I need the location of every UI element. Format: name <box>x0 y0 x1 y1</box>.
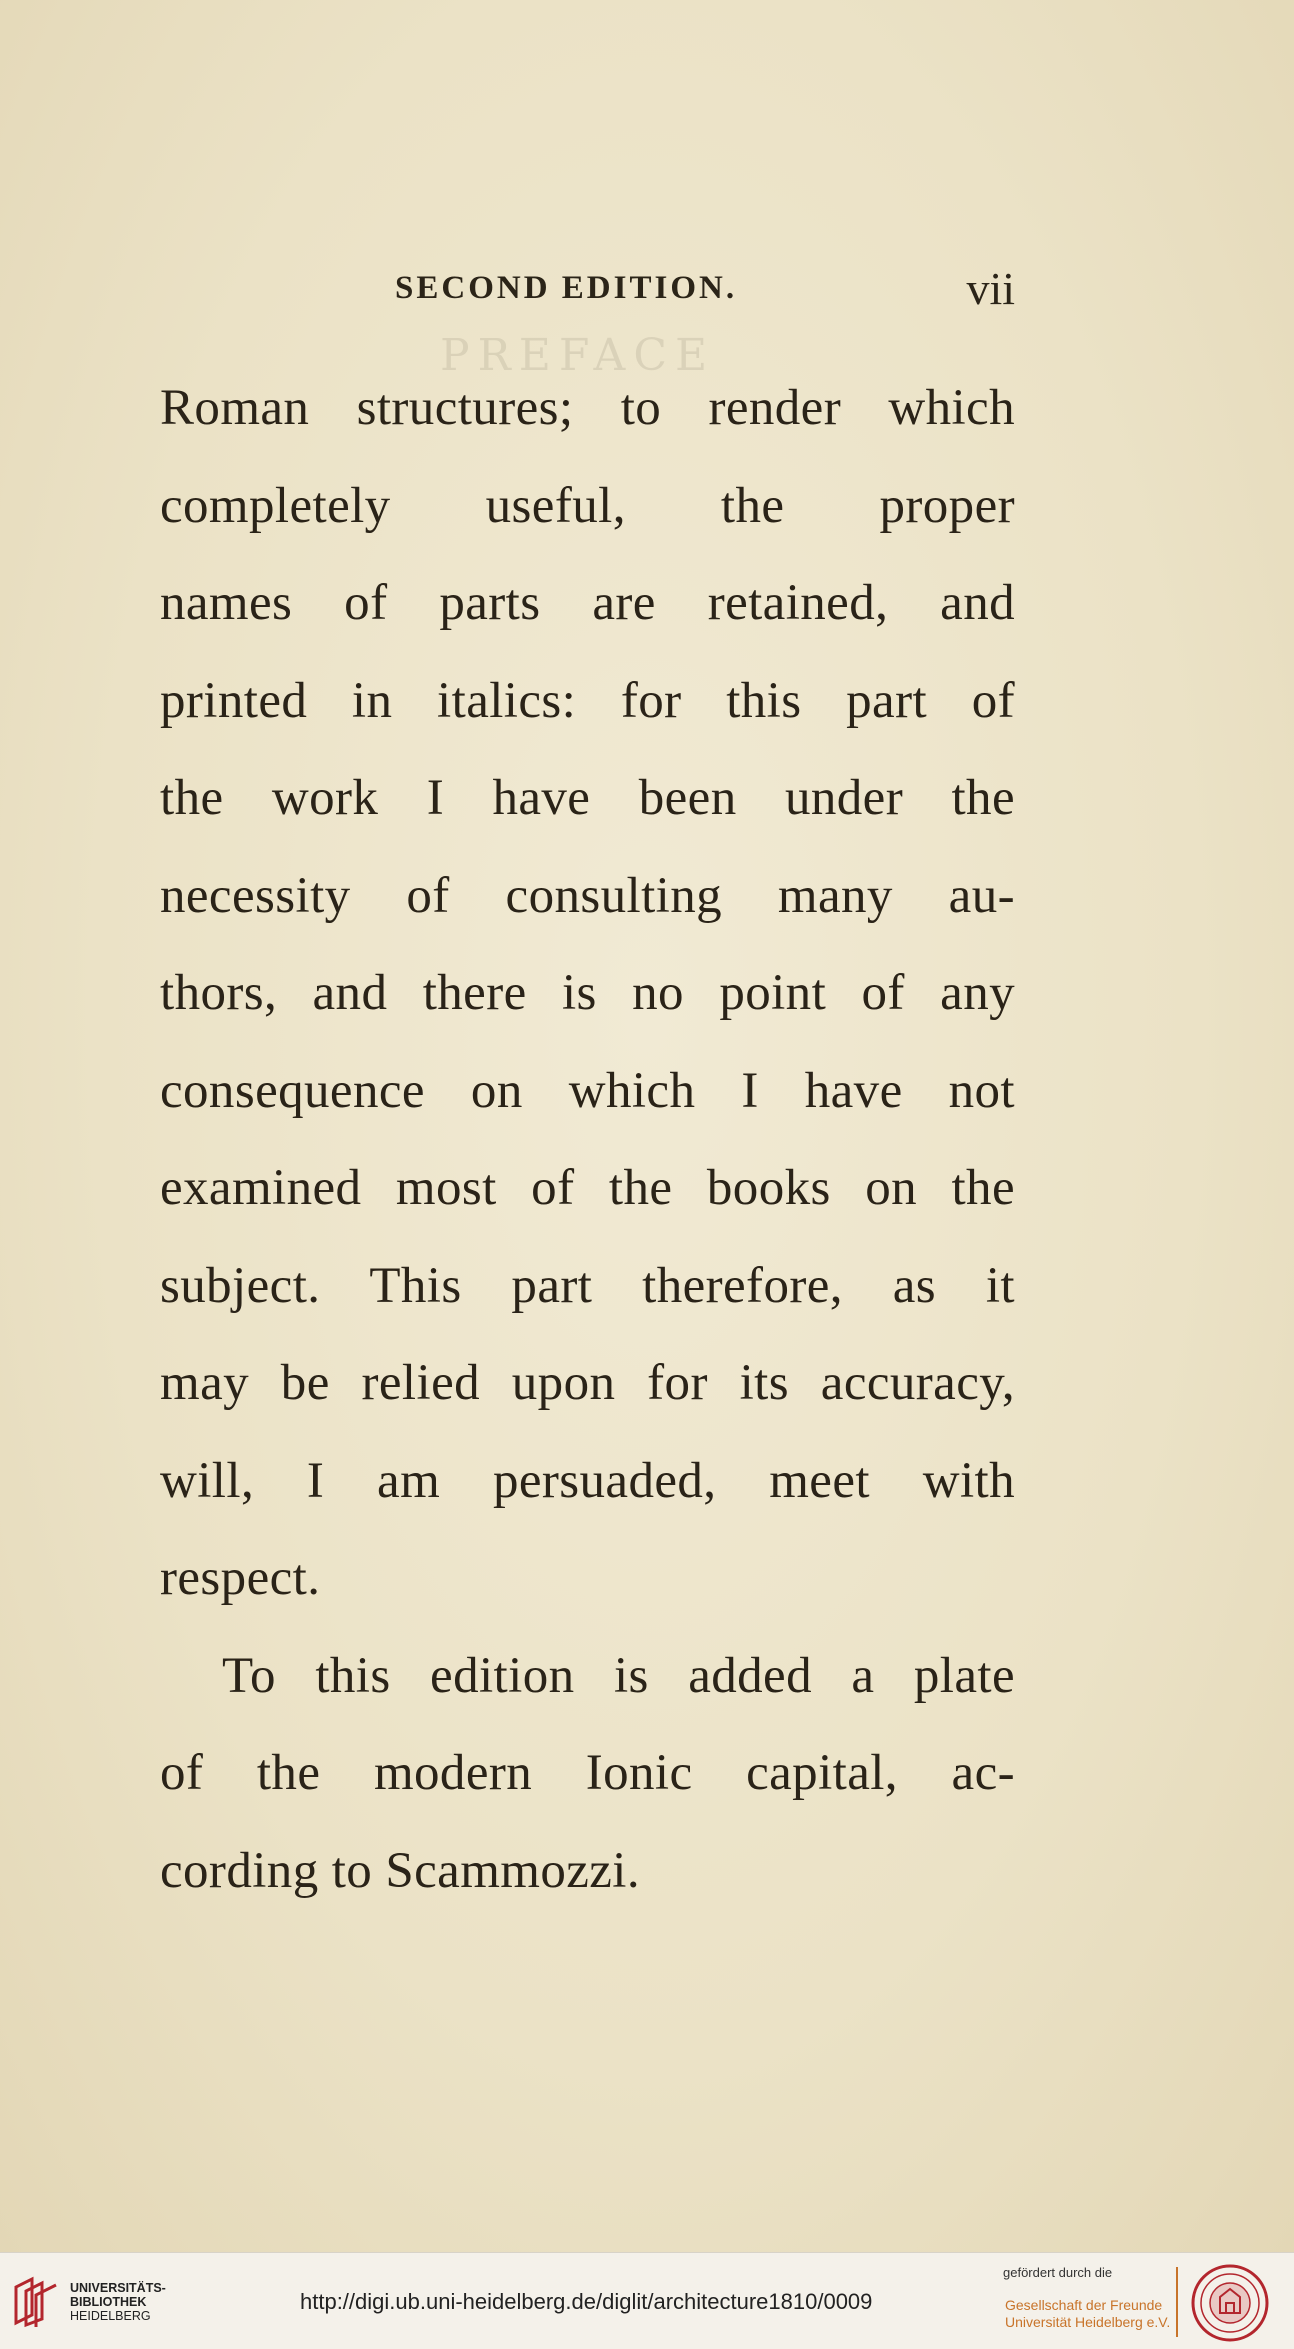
footer-divider <box>1176 2267 1178 2337</box>
funded-by-label: gefördert durch die <box>1003 2265 1113 2280</box>
viewer-footer <box>0 2252 1294 2349</box>
text-line: printed in italics: for this part of <box>160 672 1015 729</box>
text-line: examined most of the books on the <box>160 1160 1015 1216</box>
text-line: the work I have been under the <box>160 770 1015 826</box>
text-line: may be relied upon for its accuracy, <box>160 1355 1015 1411</box>
text-line: Roman structures; to render which <box>160 380 1015 436</box>
page-header <box>160 262 1015 312</box>
text-line: necessity of consulting many au- <box>160 867 1015 924</box>
text-line: names of parts are retained, and <box>160 575 1015 631</box>
text-line: To this edition is added a plate <box>222 1647 1015 1704</box>
body-text <box>160 360 1015 1920</box>
permalink-url[interactable]: http://digi.ub.uni-heidelberg.de/diglit/architecture1810/0009 <box>300 2289 873 2314</box>
running-title: SECOND EDITION. <box>395 270 738 306</box>
library-name-line3: HEIDELBERG <box>70 2309 151 2323</box>
text-line: respect. <box>160 1550 321 1606</box>
library-name-line1: UNIVERSITÄTS- <box>70 2281 166 2295</box>
library-name-line2: BIBLIOTHEK <box>70 2295 147 2309</box>
library-name[interactable] <box>70 2281 166 2323</box>
text-line: will, I am persuaded, meet with <box>160 1452 1015 1509</box>
ub-heidelberg-logo-icon[interactable] <box>12 2273 60 2329</box>
text-line: of the modern Ionic capital, ac- <box>160 1745 1015 1801</box>
society-name-line2: Universität Heidelberg e.V. <box>1005 2314 1171 2330</box>
text-line: completely useful, the proper <box>160 477 1015 534</box>
text-line: subject. This part therefore, as it <box>160 1257 1015 1314</box>
text-line: consequence on which I have not <box>160 1062 1015 1119</box>
university-seal-icon[interactable] <box>1190 2263 1270 2343</box>
society-name-line1: Gesellschaft der Freunde <box>1005 2297 1163 2313</box>
text-line: thors, and there is no point of any <box>160 965 1015 1021</box>
text-line: cording to Scammozzi. <box>160 1842 641 1899</box>
bleed-through: PREFACE <box>440 330 716 381</box>
page-number: vii <box>966 263 1015 314</box>
society-name[interactable] <box>1005 2297 1170 2331</box>
